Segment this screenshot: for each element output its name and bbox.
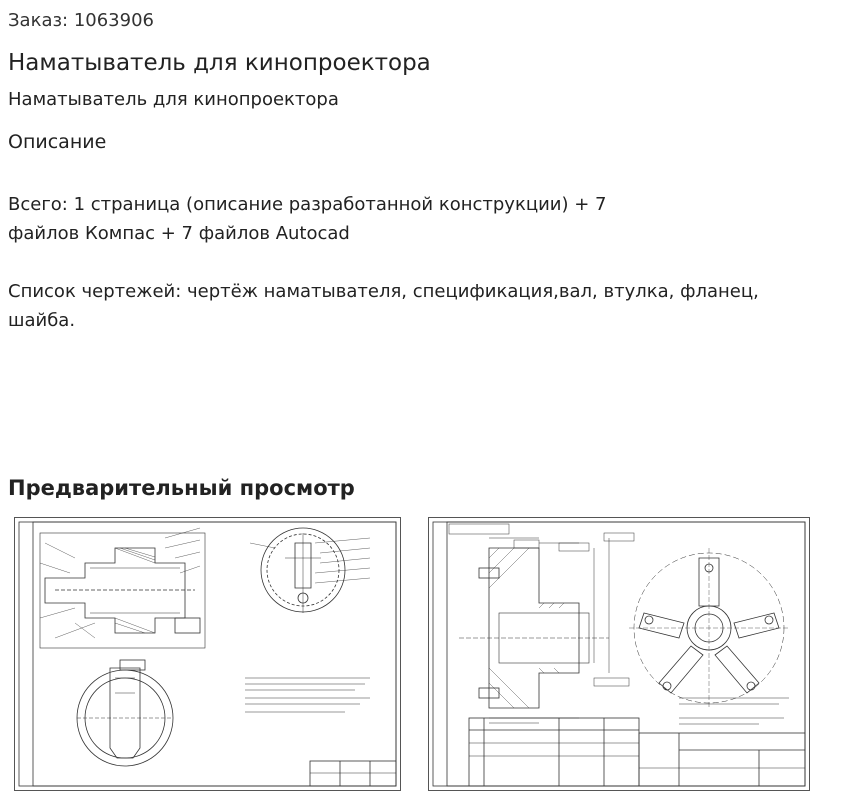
preview-heading: Предварительный просмотр <box>8 476 355 500</box>
preview-thumbnail-flange[interactable] <box>428 517 810 791</box>
preview-thumbnail-assembly[interactable] <box>14 517 401 791</box>
assembly-drawing-image <box>15 518 400 790</box>
description-heading: Описание <box>8 131 107 153</box>
drawings-line-1: Список чертежей: чертёж наматывателя, спецификация,вал, втулка, фланец, <box>8 281 759 302</box>
total-description <box>8 190 606 248</box>
total-line-1: Всего: 1 страница (описание разработанной конструкции) + 7 <box>8 194 607 215</box>
total-line-2: файлов Компас + 7 файлов Autocad <box>8 223 350 244</box>
page-subtitle: Наматыватель для кинопроектора <box>8 89 339 110</box>
page-title: Наматыватель для кинопроектора <box>8 50 431 76</box>
order-number: Заказ: 1063906 <box>8 10 154 31</box>
drawings-line-2: шайба. <box>8 310 76 331</box>
flange-drawing-image <box>429 518 809 790</box>
drawings-list <box>8 277 759 335</box>
